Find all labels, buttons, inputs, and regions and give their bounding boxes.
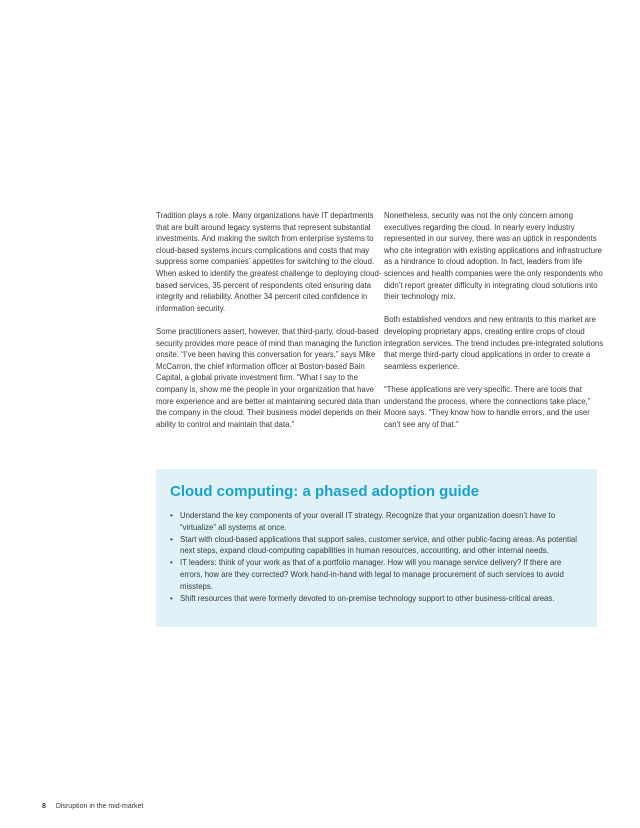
body-paragraph: Tradition plays a role. Many organizations have IT departments that are built around legacy systems that represent substantial investments. And making the switch from enterprise systems to cloud-based systems incurs complications and costs that may suppress some companies’ appetites for switching to the cloud. When asked to identify the greatest challenge to deploying cloud-based services, 35 percent of respondents cited ensuring data integrity and reliability. Another 34 percent cited confidence in information security. [156,211,382,313]
body-paragraph: Some practitioners assert, however, that third-party, cloud-based security provides more peace of mind than managing the function onsite. “I’ve been having this conversation for years,” says Mike McCarron, the chief information officer at Boston-based Bain Capital, a global private investment firm. “What I say to the company is, show me the people in your organization that have more experience and are better at maintaining secured data than the company in the cloud. Their business model depends on their ability to control and maintain that data.” [156,326,382,429]
guide-title: Cloud computing: a phased adoption guide [170,483,480,500]
list-item [170,534,583,558]
list-item-text: IT leaders: think of your work as that of a portfolio manager. How will you manage service delivery? If there are errors, how are they corrected? Work hand-in-hand with legal to manage procurement of such services to avoid missteps. [180,558,564,591]
footer-label: Disruption in the mid-market [55,803,144,810]
list-item-text: Start with cloud-based applications that support sales, customer service, and other public-facing areas. As potential next steps, expand cloud-computing capabilities in human resources, accounting, and other internal needs. [180,534,577,556]
body-paragraph: “These applications are very specific. There are tools that understand the process, where the connections take place,” Moore says. “They know how to handle errors, and the user can’t see any of that.” [384,384,591,429]
bullet-icon: • [170,593,173,603]
bullet-icon: • [170,511,173,520]
list-item [170,557,583,592]
bullet-icon: • [170,534,173,544]
right-column [384,210,604,442]
guide-list [170,510,583,604]
list-item-text: Shift resources that were formerly devoted to on-premise technology support to other business-critical areas. [180,593,555,603]
left-column [156,210,384,442]
bullet-icon: • [170,558,173,568]
body-paragraph: Both established vendors and new entrants to this market are developing proprietary apps, creating entire crops of cloud integration services. The trend includes pre-integrated solutions that merge third-party cloud applications in order to create a seamless experience. [384,315,604,371]
page-footer [42,802,143,812]
list-item-text: Understand the key components of your overall IT strategy. Recognize that your organization doesn’t have to “virtualize” all systems at once. [180,511,556,532]
body-paragraph: Nonetheless, security was not the only concern among executives regarding the cloud. In nearly every industry represented in our survey, there was an uptick in respondents who cite integration with existing applications and infrastructure as a hindrance to cloud adoption. In fact, leaders from life sciences and health companies were the only respondents who didn’t report greater difficulty in integrating cloud solutions into their technology mix. [384,211,603,302]
list-item [170,593,583,605]
adoption-guide-box [156,469,597,627]
list-item [170,510,583,534]
page-number: 8 [42,803,46,810]
